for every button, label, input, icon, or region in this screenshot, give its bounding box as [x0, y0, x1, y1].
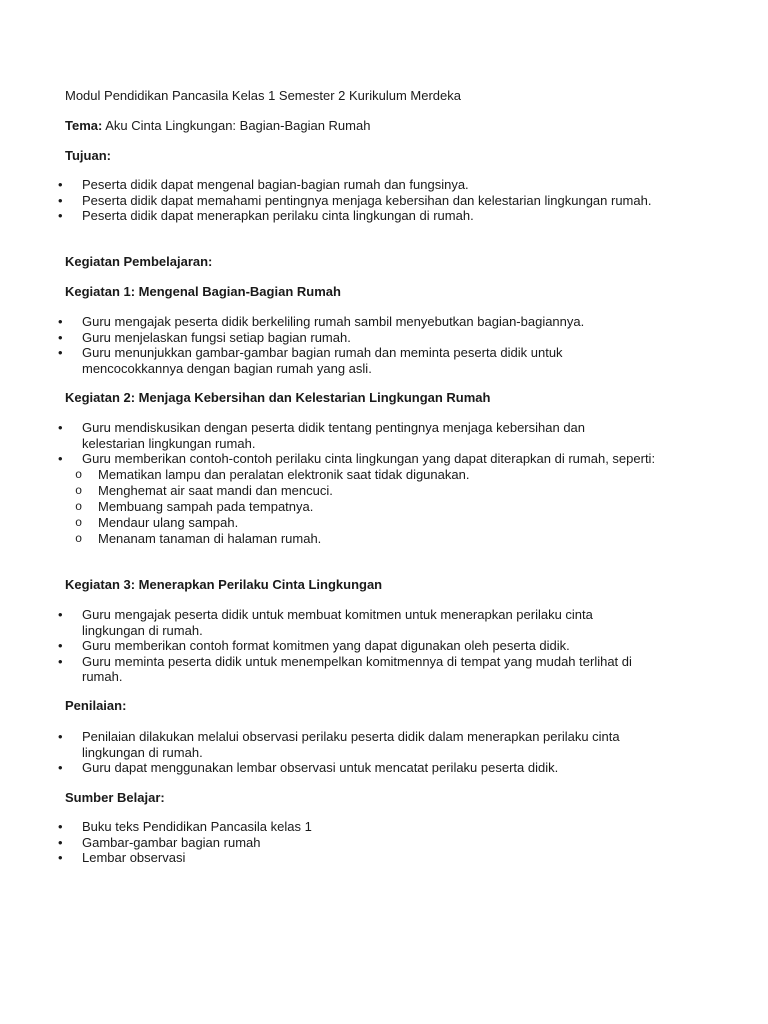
sublist-item: o Mematikan lampu dan peralatan elektronik saat tidak digunakan. [81, 467, 667, 483]
list-item: • Guru meminta peserta didik untuk menempelkan komitmennya di tempat yang mudah terlihat di rumah. [0, 654, 674, 685]
list-item-text: Guru memberikan contoh-contoh perilaku cinta lingkungan yang dapat diterapkan di rumah, seperti: [82, 451, 656, 466]
list-item: • Guru menunjukkan gambar-gambar bagian rumah dan meminta peserta didik untuk mencocokkannya dengan bagian rumah yang asli. [0, 345, 622, 376]
kegiatan3-list [0, 607, 682, 685]
kegiatan1-list [0, 314, 682, 376]
sublist-item: o Menghemat air saat mandi dan mencuci. [81, 483, 667, 499]
kegiatan2-list [0, 420, 667, 547]
sublist-item: o Menanam tanaman di halaman rumah. [81, 531, 667, 547]
tema-line [65, 118, 370, 134]
list-item: • Peserta didik dapat memahami pentingnya menjaga kebersihan dan kelestarian lingkungan rumah. [0, 193, 660, 209]
list-item: • Penilaian dilakukan melalui observasi perilaku peserta didik dalam menerapkan perilaku cinta lingkungan di rumah. [0, 729, 682, 760]
list-item: • Guru dapat menggunakan lembar observasi untuk mencatat perilaku peserta didik. [0, 760, 682, 776]
list-item: • Gambar-gambar bagian rumah [0, 835, 682, 851]
list-item: • Guru menjelaskan fungsi setiap bagian rumah. [0, 330, 682, 346]
kegiatan2-heading: Kegiatan 2: Menjaga Kebersihan dan Kelestarian Lingkungan Rumah [65, 390, 491, 405]
tujuan-list [0, 177, 682, 224]
list-item [0, 451, 667, 547]
kegiatan2-sublist [82, 467, 667, 547]
kegiatan3-heading: Kegiatan 3: Menerapkan Perilaku Cinta Lingkungan [65, 577, 383, 592]
list-item: • Buku teks Pendidikan Pancasila kelas 1 [0, 819, 682, 835]
list-item: • Guru memberikan contoh format komitmen yang dapat digunakan oleh peserta didik. [0, 638, 682, 654]
kegiatan-pembelajaran-heading: Kegiatan Pembelajaran: [65, 254, 213, 269]
kegiatan1-heading: Kegiatan 1: Mengenal Bagian-Bagian Rumah [65, 284, 341, 299]
tema-value: Aku Cinta Lingkungan: Bagian-Bagian Rumah [102, 118, 371, 133]
list-item: • Lembar observasi [0, 850, 682, 866]
list-item: • Guru mengajak peserta didik berkeliling rumah sambil menyebutkan bagian-bagiannya. [0, 314, 682, 330]
sumber-belajar-list [0, 819, 682, 866]
tema-label: Tema: [65, 118, 103, 133]
penilaian-list [0, 729, 682, 776]
document-title: Modul Pendidikan Pancasila Kelas 1 Semester 2 Kurikulum Merdeka [65, 88, 461, 103]
tujuan-heading: Tujuan: [65, 148, 111, 163]
list-item: • Peserta didik dapat menerapkan perilaku cinta lingkungan di rumah. [0, 208, 682, 224]
sublist-item: o Membuang sampah pada tempatnya. [81, 499, 667, 515]
list-item: • Peserta didik dapat mengenal bagian-bagian rumah dan fungsinya. [0, 177, 682, 193]
sumber-belajar-heading: Sumber Belajar: [65, 790, 165, 805]
list-item: • Guru mendiskusikan dengan peserta didik tentang pentingnya menjaga kebersihan dan kelestarian lingkungan rumah. [0, 420, 642, 451]
sublist-item: o Mendaur ulang sampah. [81, 515, 667, 531]
list-item: • Guru mengajak peserta didik untuk membuat komitmen untuk menerapkan perilaku cinta lingkungan di rumah. [0, 607, 647, 638]
penilaian-heading: Penilaian: [65, 698, 127, 713]
